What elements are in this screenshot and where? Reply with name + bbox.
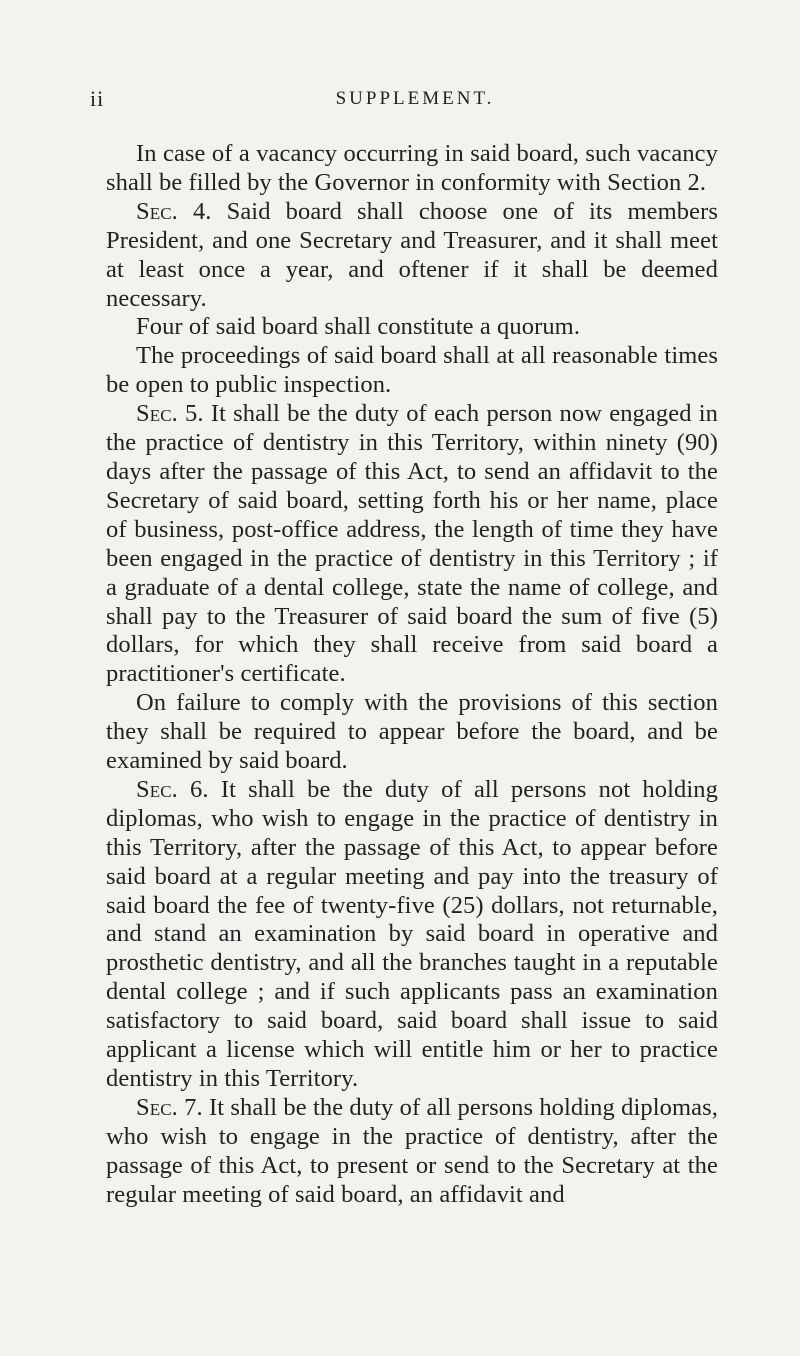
paragraph: [106, 400, 718, 689]
paragraph-text: It shall be the duty of all persons not holding diplomas, who wish to engage in the practice of dentistry in this Territory, after the passage of this Act, to appear before said board at a regular meeting and pay into the treasury of said board the fee of twenty-five (25) dollars, not returnable, and stand an examination by said board in operative and prosthetic dentistry, and all the branches taught in a reputable dental college ; and if such applicants pass an examination satisfactory to said board, said board shall issue to said applicant a license which will entitle him or her to practice dentistry in this Territory.: [106, 775, 718, 1092]
paragraph: [106, 1094, 718, 1210]
body-text: [106, 140, 718, 1210]
section-label: Sec. 7.: [136, 1093, 203, 1121]
paragraph-text: It shall be the duty of all persons holding diplomas, who wish to engage in the practice of dentistry, after the passage of this Act, to present or send to the Secretary at the regular meeting of said board, an affidavit and: [106, 1093, 718, 1208]
paragraph-text: Said board shall choose one of its members President, and one Secretary and Treasurer, and it shall meet at least once a year, and oftener if it shall be deemed necessary.: [106, 197, 718, 312]
section-label: Sec. 5.: [136, 400, 204, 428]
paragraph: [106, 198, 718, 314]
paragraph-text: On failure to comply with the provisions of this section they shall be required to appear before the board, and be examined by said board.: [106, 689, 718, 775]
paragraph-text: In case of a vacancy occurring in said board, such vacancy shall be filled by the Governor in conformity with Section 2.: [106, 140, 718, 196]
paragraph-text: The proceedings of said board shall at all reasonable times be open to public inspection.: [106, 342, 718, 399]
section-label: Sec. 6.: [136, 775, 209, 803]
paragraph: [106, 776, 718, 1094]
paragraph: [106, 313, 718, 342]
page-number: ii: [90, 86, 105, 111]
paragraph: [106, 342, 718, 400]
section-label: Sec. 4.: [136, 197, 212, 225]
page-header: [90, 86, 710, 116]
paragraph-text: It shall be the duty of each person now engaged in the practice of dentistry in this Territory, within ninety (90) days after the passage of this Act, to send an affidavit to the Secretary of said board, setting forth his or her name, place of business, post-office address, the length of time they have been engaged in the practice of dentistry in this Territory ; if a graduate of a dental college, state the name of college, and shall pay to the Treasurer of said board the sum of five (5) dollars, for which they shall receive from said board a practitioner's certificate.: [106, 400, 718, 688]
paragraph-text: Four of said board shall constitute a quorum.: [136, 313, 581, 341]
running-head: SUPPLEMENT.: [335, 88, 495, 109]
paragraph: [106, 140, 718, 198]
paragraph: [106, 689, 718, 776]
